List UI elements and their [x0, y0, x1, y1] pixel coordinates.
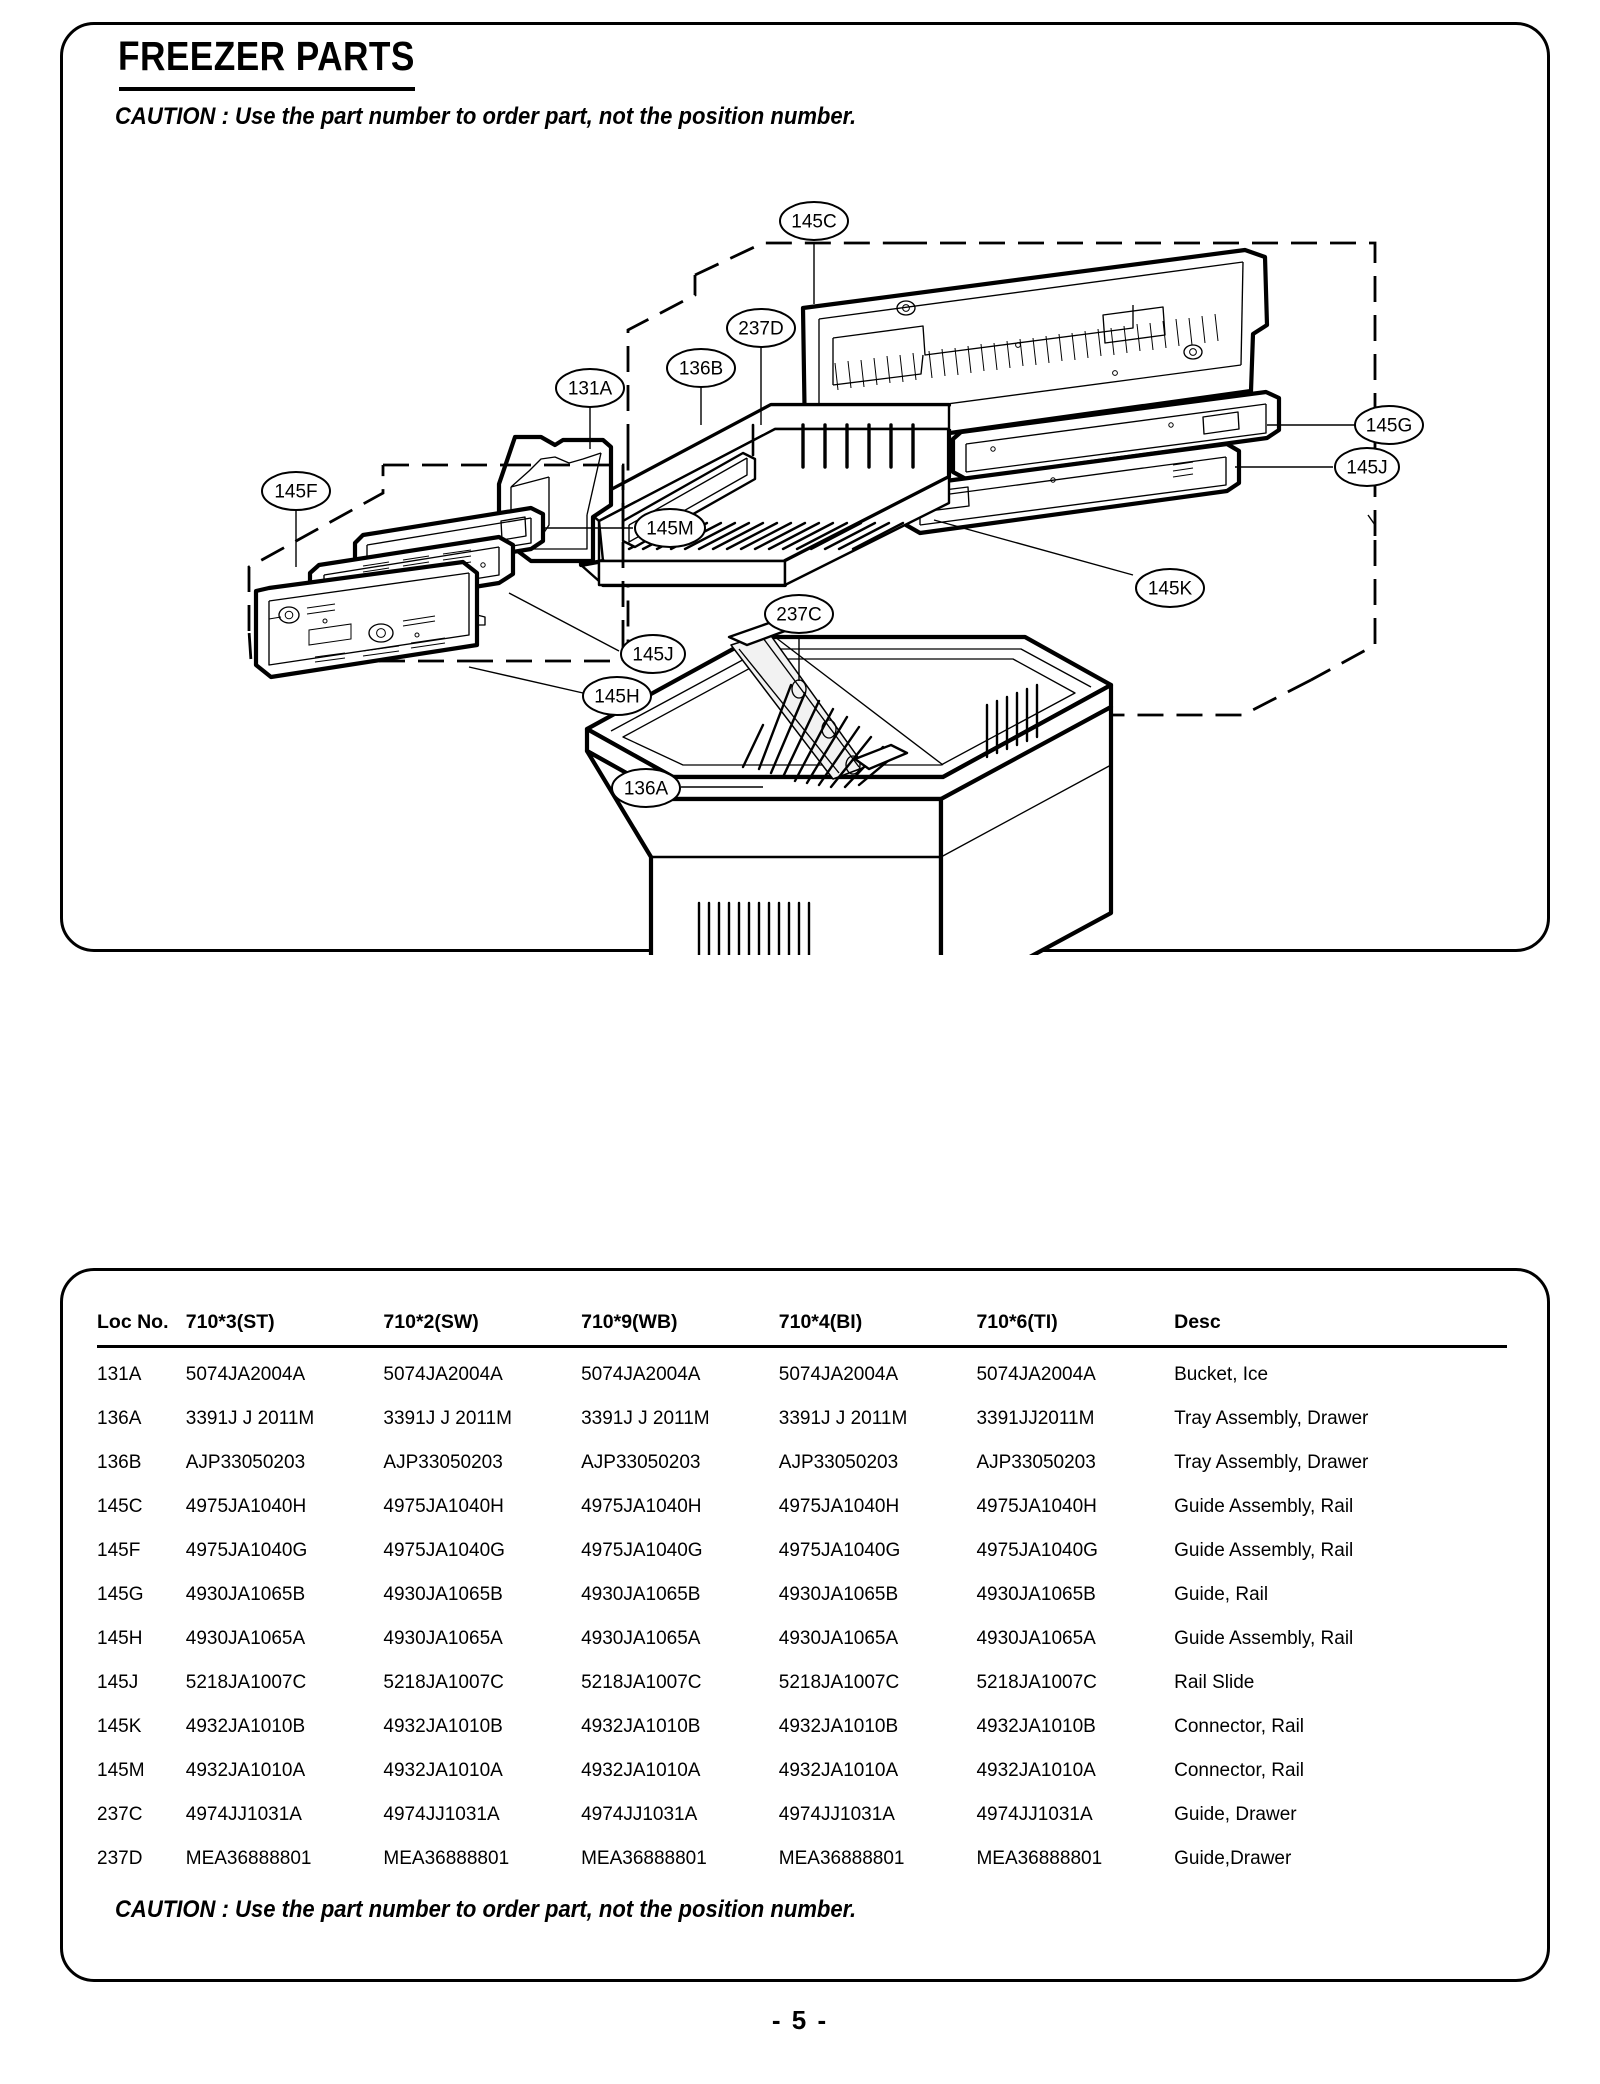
cell-st: 4975JA1040G	[185, 1540, 308, 1561]
cell-st: MEA36888801	[185, 1848, 312, 1869]
tray-136b-shape	[581, 405, 949, 585]
cell-loc: 145K	[97, 1716, 142, 1737]
cell-st: 4930JA1065B	[185, 1584, 306, 1605]
cell-bi: 4974JJ1031A	[778, 1804, 895, 1825]
cell-loc: 145J	[97, 1672, 139, 1693]
callout-145H[interactable]	[583, 677, 651, 715]
cell-ti: 5218JA1007C	[976, 1672, 1097, 1693]
callout-label: 145C	[791, 211, 837, 233]
cell-desc: Tray Assembly, Drawer	[1174, 1452, 1369, 1473]
cell-loc: 136B	[97, 1452, 142, 1473]
diagram-panel	[60, 22, 1550, 952]
callout-label: 145F	[274, 481, 318, 503]
callout-145G[interactable]	[1355, 406, 1423, 444]
parts-table	[97, 1311, 1507, 1881]
callout-145J-lower[interactable]	[621, 635, 685, 673]
cell-st: 3391J J 2011M	[185, 1408, 315, 1429]
cell-ti: 4932JA1010B	[976, 1716, 1096, 1737]
cell-loc: 131A	[97, 1364, 142, 1385]
table-row	[97, 1529, 1507, 1573]
col-header-desc: Desc	[1174, 1311, 1221, 1333]
cell-desc: Guide, Drawer	[1174, 1804, 1297, 1825]
col-header-st: 710*3(ST)	[185, 1311, 275, 1333]
cell-desc: Bucket, Ice	[1174, 1364, 1269, 1385]
callout-145M[interactable]	[635, 509, 705, 547]
table-row	[97, 1485, 1507, 1529]
cell-bi: 4932JA1010B	[778, 1716, 899, 1737]
cell-sw: 4932JA1010A	[383, 1760, 503, 1781]
cell-sw: AJP33050203	[383, 1452, 503, 1473]
table-row	[97, 1397, 1507, 1441]
table-row	[97, 1617, 1507, 1661]
cell-sw: 3391J J 2011M	[383, 1408, 512, 1429]
col-header-loc: Loc No.	[97, 1311, 169, 1333]
cell-desc: Guide Assembly, Rail	[1174, 1628, 1354, 1649]
cell-ti: 4932JA1010A	[976, 1760, 1096, 1781]
cell-wb: 4932JA1010B	[581, 1716, 701, 1737]
cell-desc: Guide Assembly, Rail	[1174, 1540, 1354, 1561]
exploded-parts-diagram	[63, 25, 1553, 955]
cell-st: 5074JA2004A	[185, 1364, 306, 1385]
callout-237D[interactable]	[727, 309, 795, 347]
cell-ti: 4930JA1065A	[976, 1628, 1096, 1649]
cell-ti: 3391JJ2011M	[976, 1408, 1095, 1429]
cell-loc: 145M	[97, 1760, 145, 1781]
cell-st: 4930JA1065A	[185, 1628, 306, 1649]
cell-bi: 5218JA1007C	[778, 1672, 900, 1693]
cell-wb: 3391J J 2011M	[581, 1408, 710, 1429]
cell-st: AJP33050203	[185, 1452, 306, 1473]
cell-st: 4975JA1040H	[185, 1496, 307, 1517]
cell-bi: 3391J J 2011M	[778, 1408, 908, 1429]
callout-label: 136A	[623, 778, 669, 800]
cell-bi: MEA36888801	[778, 1848, 905, 1869]
cell-sw: 4974JJ1031A	[383, 1804, 500, 1825]
cell-desc: Guide Assembly, Rail	[1174, 1496, 1354, 1517]
cell-ti: 4975JA1040G	[976, 1540, 1098, 1561]
cell-sw: 4930JA1065B	[383, 1584, 503, 1605]
cell-loc: 237D	[97, 1848, 143, 1869]
callout-label: 145M	[646, 518, 694, 540]
callout-label: 145G	[1365, 415, 1413, 437]
callout-237C[interactable]	[765, 595, 833, 633]
cell-desc: Guide,Drawer	[1174, 1848, 1292, 1869]
caution-note-top: CAUTION : Use the part number to order part, not the position number.	[115, 103, 857, 130]
cell-sw: 5074JA2004A	[383, 1364, 503, 1385]
table-row	[97, 1705, 1507, 1749]
callout-label: 145H	[594, 686, 640, 708]
callout-label: 145K	[1147, 578, 1193, 600]
col-header-ti: 710*6(TI)	[976, 1311, 1058, 1333]
callout-145F[interactable]	[262, 472, 330, 510]
callout-136A[interactable]	[612, 769, 680, 807]
callout-label: 136B	[678, 358, 724, 380]
cell-bi: AJP33050203	[778, 1452, 899, 1473]
cell-wb: MEA36888801	[581, 1848, 707, 1869]
cell-wb: 5074JA2004A	[581, 1364, 701, 1385]
col-header-bi: 710*4(BI)	[778, 1311, 863, 1333]
col-header-sw: 710*2(SW)	[383, 1311, 479, 1333]
callout-label: 237C	[776, 604, 822, 626]
cell-ti: 4974JJ1031A	[976, 1804, 1093, 1825]
callout-label: 145J	[1346, 457, 1388, 479]
table-row	[97, 1793, 1507, 1837]
cell-st: 4932JA1010B	[185, 1716, 306, 1737]
cell-bi: 4975JA1040H	[778, 1496, 900, 1517]
cell-wb: 5218JA1007C	[581, 1672, 702, 1693]
callout-label: 237D	[738, 318, 784, 340]
cell-sw: 5218JA1007C	[383, 1672, 504, 1693]
cell-st: 5218JA1007C	[185, 1672, 307, 1693]
drawer-tray-136b	[499, 405, 949, 585]
table-header-row	[97, 1311, 1507, 1347]
cell-st: 4932JA1010A	[185, 1760, 306, 1781]
callout-label: 145J	[632, 644, 674, 666]
table-row	[97, 1749, 1507, 1793]
cell-loc: 145C	[97, 1496, 143, 1517]
cell-sw: 4975JA1040G	[383, 1540, 505, 1561]
cell-loc: 145H	[97, 1628, 143, 1649]
cell-sw: 4975JA1040H	[383, 1496, 504, 1517]
caution-note-bottom: CAUTION : Use the part number to order part, not the position number.	[115, 1896, 857, 1923]
cell-loc: 136A	[97, 1408, 142, 1429]
cell-desc: Tray Assembly, Drawer	[1174, 1408, 1369, 1429]
parts-table-body	[97, 1347, 1507, 1882]
cell-desc: Connector, Rail	[1174, 1760, 1305, 1781]
cell-st: 4974JJ1031A	[185, 1804, 302, 1825]
cell-wb: 4974JJ1031A	[581, 1804, 698, 1825]
callout-145K[interactable]	[1136, 569, 1204, 607]
parts-list-panel	[60, 1268, 1550, 1982]
cell-wb: 4930JA1065B	[581, 1584, 701, 1605]
cell-wb: 4975JA1040H	[581, 1496, 702, 1517]
callout-131A[interactable]	[556, 369, 624, 407]
table-row	[97, 1837, 1507, 1881]
cell-wb: 4932JA1010A	[581, 1760, 701, 1781]
cell-desc: Rail Slide	[1174, 1672, 1255, 1693]
callout-145C[interactable]	[780, 202, 848, 240]
table-row	[97, 1573, 1507, 1617]
col-header-wb: 710*9(WB)	[581, 1311, 678, 1333]
page-title: FREEZER PARTS	[118, 33, 415, 79]
table-row	[97, 1661, 1507, 1705]
cell-desc: Connector, Rail	[1174, 1716, 1305, 1737]
cell-ti: 5074JA2004A	[976, 1364, 1096, 1385]
table-row	[97, 1441, 1507, 1485]
cell-ti: 4975JA1040H	[976, 1496, 1097, 1517]
cell-wb: 4930JA1065A	[581, 1628, 701, 1649]
cell-ti: MEA36888801	[976, 1848, 1103, 1869]
cell-loc: 237C	[97, 1804, 143, 1825]
callout-145J-upper[interactable]	[1335, 448, 1399, 486]
cell-loc: 145F	[97, 1540, 141, 1561]
callout-136B[interactable]	[667, 349, 735, 387]
cell-bi: 4932JA1010A	[778, 1760, 899, 1781]
cell-bi: 4930JA1065A	[778, 1628, 899, 1649]
cell-loc: 145G	[97, 1584, 144, 1605]
callout-label: 131A	[567, 378, 613, 400]
cell-bi: 5074JA2004A	[778, 1364, 899, 1385]
page-number: - 5 -	[771, 2005, 829, 2035]
cell-ti: 4930JA1065B	[976, 1584, 1096, 1605]
guide-145h	[256, 562, 485, 677]
cell-sw: MEA36888801	[383, 1848, 510, 1869]
cell-bi: 4930JA1065B	[778, 1584, 899, 1605]
cell-sw: 4932JA1010B	[383, 1716, 503, 1737]
cell-bi: 4975JA1040G	[778, 1540, 901, 1561]
cell-sw: 4930JA1065A	[383, 1628, 503, 1649]
cell-wb: 4975JA1040G	[581, 1540, 703, 1561]
cell-desc: Guide, Rail	[1174, 1584, 1269, 1605]
cell-ti: AJP33050203	[976, 1452, 1096, 1473]
cell-wb: AJP33050203	[581, 1452, 701, 1473]
table-row	[97, 1347, 1507, 1398]
